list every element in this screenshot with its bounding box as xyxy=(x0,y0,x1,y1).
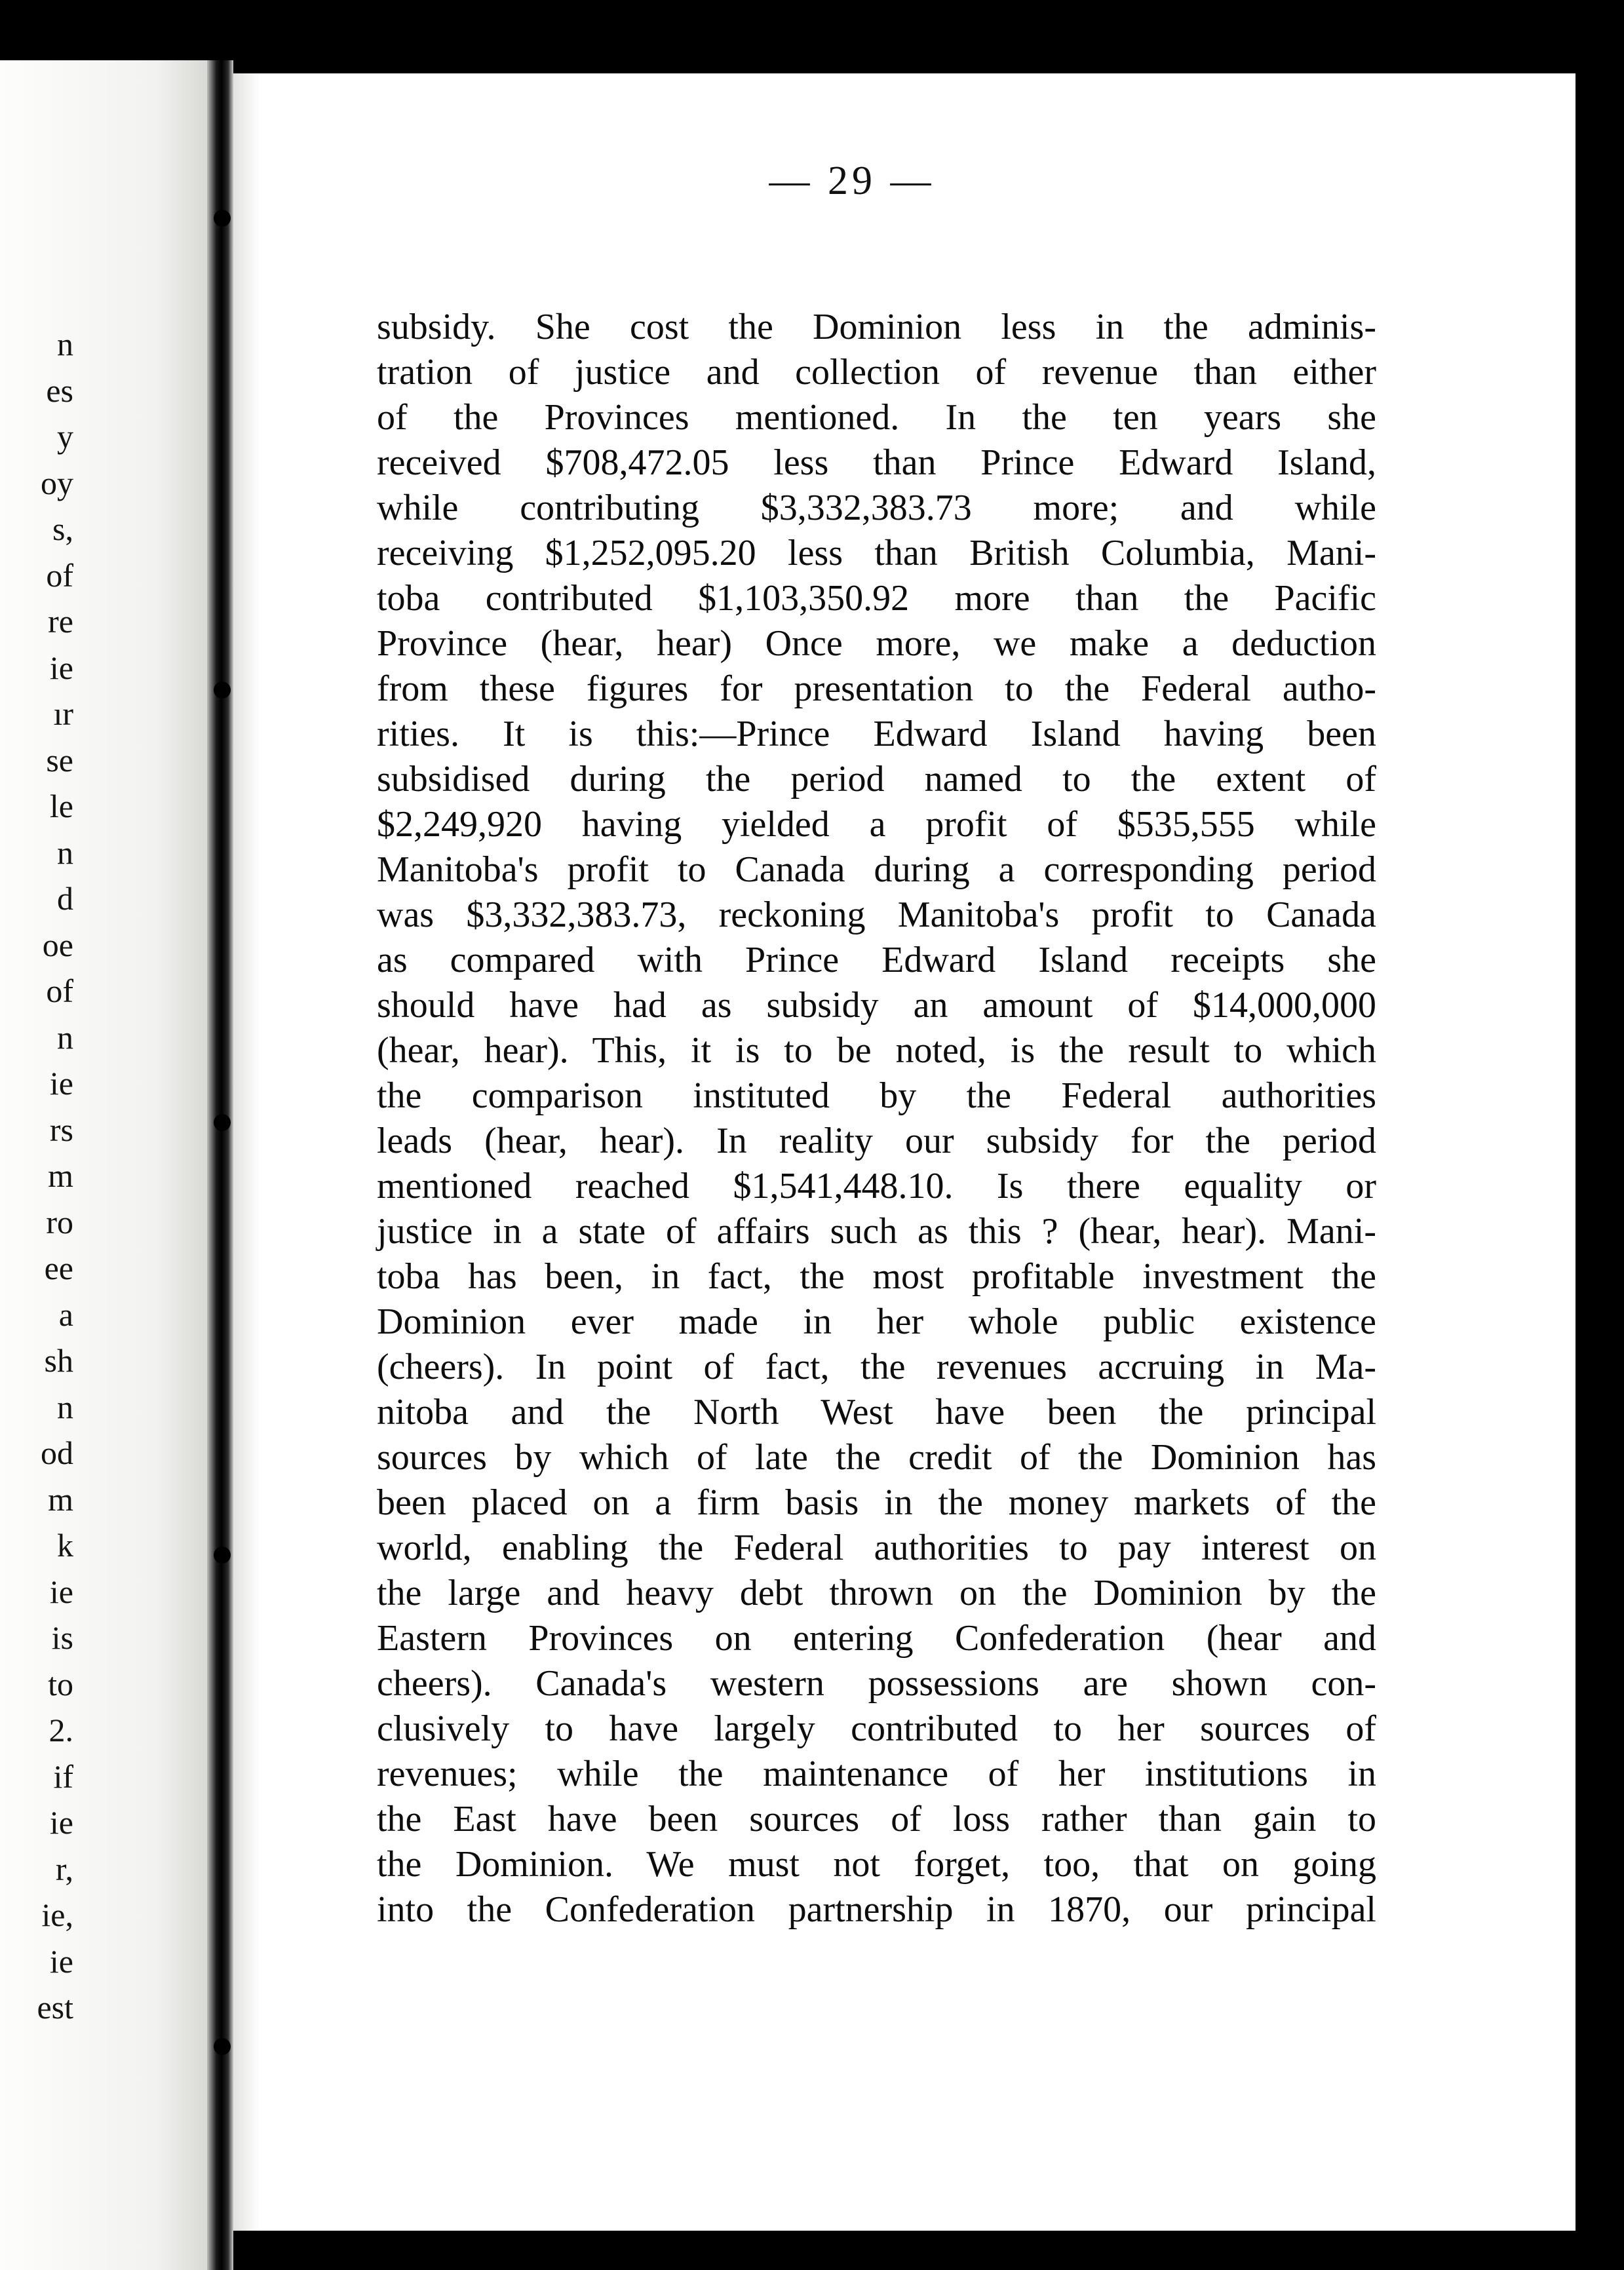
text-line: $2,249,920 having yielded a profit of $535,555 while xyxy=(377,804,1376,845)
text-line: mentioned reached $1,541,448.10. Is there equality or xyxy=(377,1166,1376,1206)
text-line: Province (hear, hear) Once more, we make a deduction xyxy=(377,623,1376,664)
facing-page xyxy=(0,60,207,2270)
text-line: subsidised during the period named to the extent of xyxy=(377,759,1376,799)
facing-page-fragment: ro xyxy=(46,1203,73,1241)
text-line: the Dominion. We must not forget, too, that on going xyxy=(377,1844,1376,1885)
facing-page-fragment: m xyxy=(48,1157,73,1194)
facing-page-fragment: re xyxy=(48,603,73,640)
facing-page-fragment: n xyxy=(57,1388,73,1425)
text-line: Manitoba's profit to Canada during a corresponding period xyxy=(377,849,1376,890)
facing-page-fragment: ee xyxy=(44,1250,73,1286)
facing-page-fragment: k xyxy=(57,1527,73,1564)
facing-page-fragment: 2. xyxy=(48,1712,73,1748)
facing-page-fragment: le xyxy=(49,788,73,824)
facing-page-fragment: oe xyxy=(42,926,73,963)
text-line: toba contributed $1,103,350.92 more than the Pacific xyxy=(377,578,1376,619)
facing-page-fragment: sh xyxy=(44,1342,73,1379)
text-line: world, enabling the Federal authorities to pay interest on xyxy=(377,1528,1376,1568)
text-line: Eastern Provinces on entering Confederation (hear and xyxy=(377,1618,1376,1659)
text-line: as compared with Prince Edward Island receipts she xyxy=(377,940,1376,980)
facing-page-fragment: rs xyxy=(49,1111,73,1148)
facing-page-fragment: n xyxy=(57,1018,73,1056)
text-line: received $708,472.05 less than Prince Edward Island, xyxy=(377,442,1376,483)
text-line: (cheers). In point of fact, the revenues accruing in Ma- xyxy=(377,1347,1376,1387)
facing-page-fragment: n xyxy=(57,326,73,362)
text-line: tration of justice and collection of revenue than either xyxy=(377,352,1376,393)
facing-page-fragment: od xyxy=(41,1434,73,1471)
facing-page-fragment: if xyxy=(53,1758,73,1795)
text-line: revenues; while the maintenance of her institutions in xyxy=(377,1754,1376,1794)
facing-page-fragment: se xyxy=(46,741,73,779)
facing-page-fragment: of xyxy=(46,556,73,594)
text-line: Dominion ever made in her whole public existence xyxy=(377,1301,1376,1342)
facing-page-fragment: es xyxy=(46,372,73,409)
text-line: cheers). Canada's western possessions are shown con- xyxy=(377,1663,1376,1704)
text-line: while contributing $3,332,383.73 more; and while xyxy=(377,488,1376,528)
facing-page-fragment: r, xyxy=(55,1850,73,1887)
binding-mark xyxy=(214,682,231,699)
facing-page-fragment: d xyxy=(57,880,73,917)
facing-page-fragment: y xyxy=(57,418,73,455)
text-line: should have had as subsidy an amount of $14,000,000 xyxy=(377,985,1376,1026)
binding-mark xyxy=(214,2038,231,2055)
binding-mark xyxy=(214,1547,231,1564)
book-spine xyxy=(207,60,233,2270)
gutter-shadow xyxy=(233,73,260,2231)
facing-page-fragment: ie xyxy=(49,1065,73,1102)
facing-page-fragment: to xyxy=(48,1665,73,1702)
facing-page-fragment: ie xyxy=(49,649,73,686)
facing-page-fragment: a xyxy=(58,1296,73,1333)
text-line: was $3,332,383.73, reckoning Manitoba's profit to Canada xyxy=(377,895,1376,935)
text-line: justice in a state of affairs such as this ? (hear, hear). Mani- xyxy=(377,1211,1376,1252)
facing-page-fragment: ie, xyxy=(41,1896,73,1933)
body-text xyxy=(377,305,1376,1933)
text-line: the large and heavy debt thrown on the Dominion by the xyxy=(377,1573,1376,1613)
facing-page-fragment: ie xyxy=(49,1942,73,1980)
text-line: (hear, hear). This, it is to be noted, is the result to which xyxy=(377,1030,1376,1071)
text-line: toba has been, in fact, the most profitable investment the xyxy=(377,1256,1376,1297)
facing-page-fragment: ie xyxy=(49,1573,73,1610)
text-line: into the Confederation partnership in 1870, our principal xyxy=(377,1889,1376,1930)
facing-page-fragment: ie xyxy=(49,1804,73,1841)
text-line: from these figures for presentation to the Federal autho- xyxy=(377,668,1376,709)
facing-page-fragment: n xyxy=(57,834,73,871)
text-line: the comparison instituted by the Federal authorities xyxy=(377,1075,1376,1116)
text-line: of the Provinces mentioned. In the ten years she xyxy=(377,397,1376,438)
binding-mark xyxy=(214,210,231,227)
facing-page-fragment: of xyxy=(46,972,73,1009)
facing-page-fragment: ır xyxy=(53,695,73,732)
text-line: rities. It is this:—Prince Edward Island having been xyxy=(377,714,1376,754)
facing-page-fragment: oy xyxy=(41,464,73,501)
facing-page-fragment: is xyxy=(51,1619,73,1656)
facing-page-fragment: s, xyxy=(52,510,73,547)
binding-mark xyxy=(214,1114,231,1131)
text-line: sources by which of late the credit of the Dominion has xyxy=(377,1437,1376,1478)
facing-page-fragment: est xyxy=(37,1989,73,2026)
text-line: leads (hear, hear). In reality our subsidy for the period xyxy=(377,1121,1376,1161)
text-line: the East have been sources of loss rather than gain to xyxy=(377,1799,1376,1839)
text-line: been placed on a firm basis in the money markets of the xyxy=(377,1482,1376,1523)
text-line: clusively to have largely contributed to her sources of xyxy=(377,1708,1376,1749)
page-number: — 29 — xyxy=(769,159,935,203)
text-line: nitoba and the North West have been the principal xyxy=(377,1392,1376,1433)
text-line: receiving $1,252,095.20 less than British Columbia, Mani- xyxy=(377,533,1376,573)
text-line: subsidy. She cost the Dominion less in the adminis- xyxy=(377,307,1376,347)
facing-page-fragment: m xyxy=(48,1480,73,1518)
